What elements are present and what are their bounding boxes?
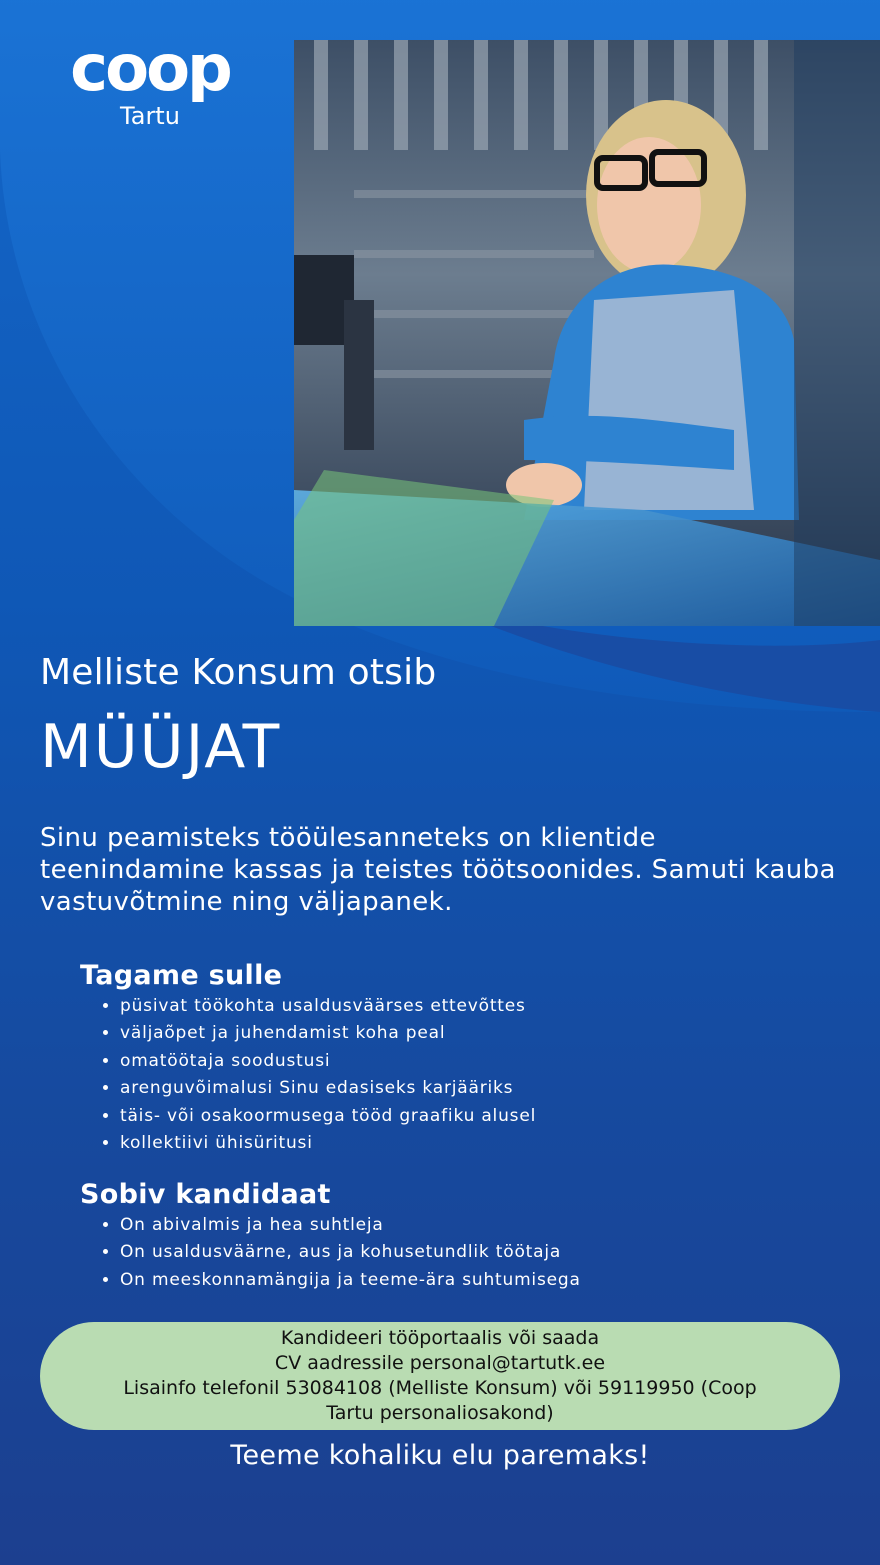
candidate-section <box>80 1179 840 1294</box>
list-item: • arenguvõimalusi Sinu edasiseks karjääriks <box>120 1075 840 1102</box>
cta-email-line[interactable]: CV aadressile personal@tartutk.ee <box>274 1352 606 1374</box>
list-item: • On usaldusväärne, aus ja kohusetundlik töötaja <box>120 1239 840 1266</box>
list-item: • väljaõpet ja juhendamist koha peal <box>120 1020 840 1047</box>
cta-line: Kandideeri tööportaalis või saada <box>280 1327 600 1349</box>
list-item: • kollektiivi ühisüritusi <box>120 1130 840 1157</box>
list-item: • omatöötaja soodustusi <box>120 1048 840 1075</box>
list-item: • On abivalmis ja hea suhtleja <box>120 1212 840 1239</box>
candidate-title: Sobiv kandidaat <box>80 1179 331 1210</box>
coop-logo <box>52 40 248 102</box>
svg-text:coop: coop <box>70 40 230 102</box>
job-title: MÜÜJAT <box>40 712 282 782</box>
headline: Melliste Konsum otsib <box>40 652 437 693</box>
apply-info-box <box>40 1322 840 1430</box>
candidate-list <box>80 1212 840 1294</box>
list-item: • täis- või osakoormusega tööd graafiku alusel <box>120 1103 840 1130</box>
cashier-photo <box>294 40 880 626</box>
offer-title: Tagame sulle <box>80 960 283 991</box>
cta-line: Tartu personaliosakond) <box>326 1402 554 1424</box>
list-item: • püsivat töökohta usaldusväärses ettevõttes <box>120 993 840 1020</box>
logo-subtitle: Tartu <box>120 102 180 130</box>
intro-text: Sinu peamisteks tööülesanneteks on klientide teenindamine kassas ja teistes töötsoonides. Samuti kauba vastuvõtmine ning väljapanek. <box>40 823 836 917</box>
cta-phone-line[interactable]: Lisainfo telefonil 53084108 (Melliste Konsum) või 59119950 (Coop <box>123 1377 757 1399</box>
offer-section <box>80 960 840 1157</box>
offer-list <box>80 993 840 1157</box>
slogan: Teeme kohaliku elu paremaks! <box>230 1440 650 1471</box>
list-item: • On meeskonnamängija ja teeme-ära suhtumisega <box>120 1267 840 1294</box>
